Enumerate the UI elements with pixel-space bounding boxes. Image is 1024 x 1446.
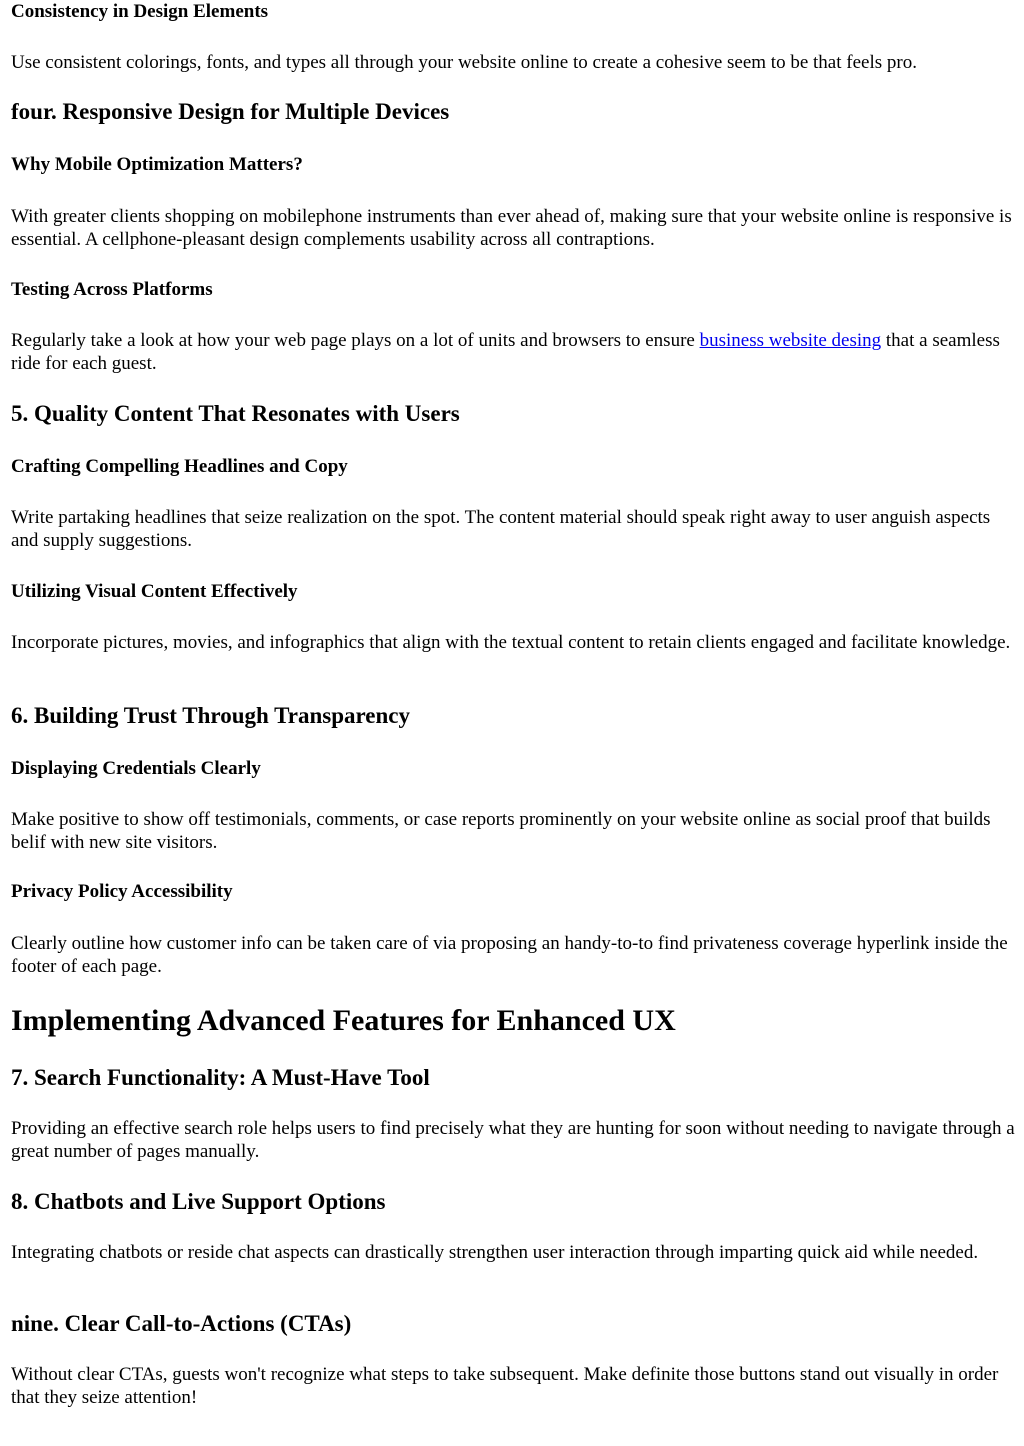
- paragraph-headlines: Write partaking headlines that seize realization on the spot. The content material should speak right away to user anguish aspects and supply suggestions.: [11, 507, 991, 551]
- heading-search-functionality: 7. Search Functionality: A Must-Have Tool: [11, 1065, 430, 1090]
- heading-building-trust: 6. Building Trust Through Transparency: [11, 703, 411, 728]
- subheading-headlines: Crafting Compelling Headlines and Copy: [11, 456, 348, 477]
- subheading-credentials: Displaying Credentials Clearly: [11, 758, 261, 779]
- heading-advanced-features: Implementing Advanced Features for Enhanced UX: [11, 1004, 676, 1037]
- heading-quality-content: 5. Quality Content That Resonates with Users: [11, 401, 460, 426]
- subheading-visual-content: Utilizing Visual Content Effectively: [11, 581, 298, 602]
- paragraph-visual-content: Incorporate pictures, movies, and infographics that align with the textual content to retain clients engaged and facilitate knowledge.: [11, 632, 1011, 653]
- heading-chatbots: 8. Chatbots and Live Support Options: [11, 1189, 386, 1214]
- subheading-testing-platforms: Testing Across Platforms: [11, 279, 213, 300]
- paragraph-credentials: Make positive to show off testimonials, comments, or case reports prominently on your website online as social proof that builds belif with new site visitors.: [11, 809, 991, 853]
- heading-responsive-design: four. Responsive Design for Multiple Devices: [11, 99, 450, 124]
- paragraph-testing-platforms: [11, 329, 1017, 375]
- subheading-consistency: Consistency in Design Elements: [11, 1, 269, 22]
- paragraph-chatbots: Integrating chatbots or reside chat aspects can drastically strengthen user interaction through imparting quick aid while needed.: [11, 1242, 979, 1263]
- paragraph-privacy-policy: Clearly outline how customer info can be taken care of via proposing an handy-to-to find privateness coverage hyperlink inside the footer of each page.: [11, 933, 1008, 977]
- paragraph-search-functionality: Providing an effective search role helps users to find precisely what they are hunting for soon without needing to navigate through a great number of pages manually.: [11, 1118, 1015, 1162]
- subheading-privacy-policy: Privacy Policy Accessibility: [11, 881, 233, 902]
- paragraph-clear-ctas: Without clear CTAs, guests won't recognize what steps to take subsequent. Make definite those buttons stand out visually in order that they seize attention!: [11, 1364, 999, 1408]
- testing-text-before: Regularly take a look at how your web page plays on a lot of units and browsers to ensure: [11, 330, 700, 351]
- paragraph-consistency: Use consistent colorings, fonts, and types all through your website online to create a cohesive seem to be that feels pro.: [11, 52, 917, 73]
- business-website-link[interactable]: business website desing: [699, 330, 882, 351]
- subheading-mobile-optimization: Why Mobile Optimization Matters?: [11, 154, 303, 175]
- testing-text-after: that a seamless ride for each guest.: [11, 330, 1000, 374]
- heading-clear-ctas: nine. Clear Call-to-Actions (CTAs): [11, 1311, 352, 1336]
- paragraph-mobile-optimization: With greater clients shopping on mobilephone instruments than ever ahead of, making sure that your website online is responsive is essential. A cellphone-pleasant design complements usability across all contraptions.: [11, 206, 1012, 250]
